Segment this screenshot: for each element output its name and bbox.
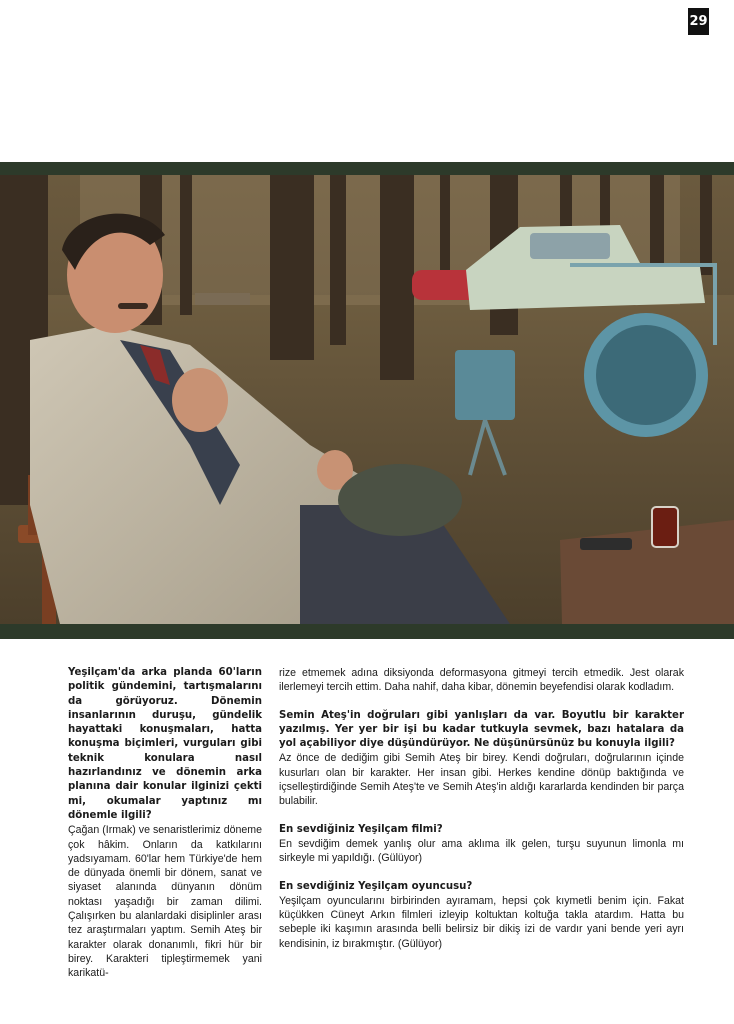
left-column bbox=[68, 666, 262, 981]
interview-question: En sevdiğiniz Yeşilçam filmi? bbox=[279, 823, 443, 835]
right-column bbox=[279, 666, 684, 951]
interview-question: Semin Ateş'in doğruları gibi yanlışları da var. Boyutlu bir karakter yazılmış. Yer yer bir işi bu kadar tutkuyla sevmek, bazı hatalara da yol açabiliyor diye düşündürüyor. Ne düşünürsünüz bu konuyla ilgili? bbox=[279, 709, 684, 750]
answer-continuation: rize etmemek adına diksiyonda deformasyona gitmeyi tercih etmedik. Jest olarak ilerlemeyi tercih ettim. Daha nahif, daha kibar, dönemin beyefendisi olarak kodladım. bbox=[279, 667, 684, 694]
interview-answer: En sevdiğim demek yanlış olur ama aklıma ilk gelen, turşu suyunun limonla mı sirkeyle mi yapıldığı. (Gülüyor) bbox=[279, 837, 684, 865]
interview-question: Yeşilçam'da arka planda 60'ların politik gündemini, tartışmalarını da görüyoruz. Dönemin insanlarının duruşu, gündelik hayattaki konuşmaları, hatta konuşma biçimleri, vurguları gibi teknik konulara nasıl hazırlandınız ve dönemin arka planına dair konular ilginizi çekti mi, okumalar yaptınız mı dönemle ilgili? bbox=[68, 667, 262, 821]
interview-answer: Az önce de dediğim gibi Semih Ateş bir birey. Kendi doğruları, doğrularının içinde kusurları olan bir karakter. Her insan gibi. Herkes kendine dönüp baktığında ve içselleştirdiğinde Semih Ateş'te ve Semih Ateş'in aldığı kararlarda kendinden bir parça bulabilir. bbox=[279, 752, 684, 808]
interview-question: En sevdiğiniz Yeşilçam oyuncusu? bbox=[279, 880, 473, 892]
interview-answer: Çağan (Irmak) ve senaristlerimiz döneme çok hâkim. Onların da katkılarını yadsıyamam. 60'lar hem Türkiye'de hem de dünyada önemli bir dönem, sanat ve siyaset alanında dünyanın dönüm noktası yaşadığı bir zaman dilimi. Çalışırken bu alanlardaki disiplinler arası tez araştırmaları yaptım. Semih Ateş bir karakter olarak donanımlı, fikri hür bir birey. Karakteri tipleştirmemek yani karikatü- bbox=[68, 824, 262, 980]
feature-photo bbox=[0, 175, 734, 624]
interview-answer: Yeşilçam oyuncularını birbirinden ayıramam, hepsi çok kıymetli benim için. Fakat küçükken Cüneyt Arkın filmleri izleyip koltuktan koltuğa takla atardım. Hatta bu sebeple iki kaşımın arasında belli belirsiz bir dikiş izi de vardır yani bende yeri ayrı kendisinin, iz bırakmıştır. (Gülüyor) bbox=[279, 894, 684, 950]
page-number: 29 bbox=[688, 8, 709, 35]
